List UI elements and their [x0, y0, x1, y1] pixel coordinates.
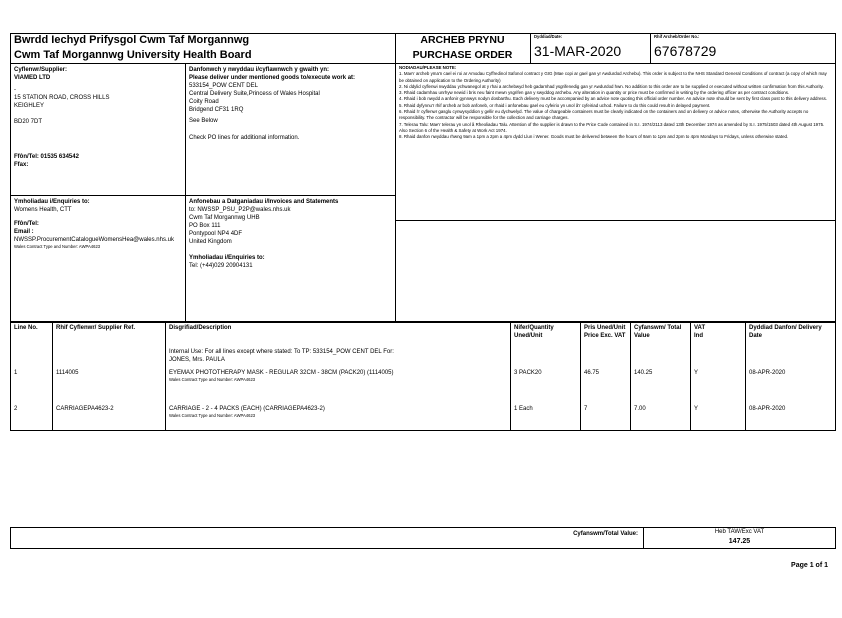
enquiries-tel: Ffôn/Tel:	[14, 221, 39, 227]
invoices-email[interactable]: to: NWSSP_PSU_P2P@wales.nhs.uk	[189, 207, 291, 213]
invoices-line1: Cwm Taf Morgannwg UHB	[189, 215, 260, 221]
col-header-qty: Nifer/Quantity Uned/Unit	[514, 325, 554, 339]
row-line-no: 2	[14, 406, 18, 412]
enquiries-email[interactable]: NWSSP.ProcurementCatalogueWomensHea@wales.nhs.uk	[14, 237, 174, 243]
enquiries-contract: Wales Contract Type and Number: AWPA4623	[14, 244, 101, 249]
delivery-line2: Coity Road	[189, 99, 219, 105]
row-total: 7.00	[634, 406, 646, 412]
enquiries-email-label: Email :	[14, 229, 34, 235]
col-header-vat: VAT Ind	[694, 325, 706, 339]
order-no-label: Rhif Archeb/Order No.:	[654, 34, 700, 39]
note-item: 7. Telerau Talu: Mae'r telerau yn unol â Rheoliadau Talu. Attention of the supplier is drawn to the Price Code contained in S.I. 1974/2113 dated 13th December 1974 as amended by S.I. 1975/1503 dated 4th August 1975. Also Section 6 of the Health & Safety at Work Act 1974.	[399, 121, 825, 133]
invoices-line2: PO Box 111	[189, 223, 221, 229]
delivery-instruction: Please deliver under mentioned goods to/execute work at:	[189, 75, 356, 81]
col-header-desc: Disgrifiad/Description	[169, 325, 232, 331]
supplier-fax: Ffax:	[14, 162, 29, 168]
row-delivery-date: 08-APR-2020	[749, 370, 786, 376]
invoices-line3: Pontypool NP4 4DF	[189, 231, 243, 237]
internal-use-note: Internal Use: For all lines except where stated: To TP: 533154_POW CENT DEL For: JONES, Mrs. PAULA	[169, 349, 394, 363]
row-unit-price: 46.75	[584, 370, 600, 376]
note-item: 5. Rhaid dyfynnu'r rhif archeb ar bob anfoneb, or rhaid i anfonebau gael eu cyfeirio yn unol â'r cyfeiriad uchod. Failure to do this could result in delayed payment.	[399, 102, 711, 108]
supplier-name: VIAMED LTD	[14, 75, 51, 81]
row-description: EYEMAX PHOTOTHERAPY MASK - REGULAR 32CM - 38CM (PACK20) (1114005)	[169, 370, 394, 376]
org-name-welsh: Bwrdd Iechyd Prifysgol Cwm Taf Morgannwg	[14, 34, 250, 46]
note-item: 1. Mae'r archeb yma'n cael ei roi ar Amodau Cyffredinol Safonol contract y GIG (Mae copi ar gael gan yr Awdurdod Archebu). This order is subject to the NHS Standard General Conditions of contract (a copy of which may be obtained on application to the Ordering Authority)	[399, 71, 827, 83]
col-header-ref: Rhif Cyflenwr/ Supplier Ref.	[56, 325, 136, 331]
row-delivery-date: 08-APR-2020	[749, 406, 786, 412]
supplier-line2: -	[14, 87, 16, 93]
date-label: Dyddiad/Date:	[534, 34, 563, 39]
invoices-line4: United Kingdom	[189, 239, 232, 245]
col-header-price: Pris Uned/Unit Price Exc. VAT	[584, 325, 626, 339]
doc-title-welsh: ARCHEB PRYNU	[420, 34, 505, 46]
delivery-block	[186, 64, 395, 144]
row-supplier-ref: CARRIAGEPA4623-2	[56, 406, 114, 412]
supplier-address: 15 STATION ROAD, CROSS HILLS	[14, 95, 110, 101]
delivery-label: Danfonwch y nwyddau i/cyflawnwch y gwaith yn:	[189, 67, 330, 73]
supplier-town: KEIGHLEY	[14, 103, 45, 109]
note-item: 2. Ni ddylid cyflenwi nwyddau ychwanegol at y rhai a archebwyd heb gadarnhad ysgrifenedig gan yr Awdurdod hwn. No addition to this order are to be supplied or executed without written confirmation from this Authority.	[399, 83, 824, 89]
row-quantity: 3 PACK20	[514, 370, 542, 376]
delivery-site: 533154_POW CENT DEL	[189, 83, 258, 89]
notes-block	[396, 63, 834, 143]
note-item: 4. Rhaid i bob nwydd a anfonir gynnwys nodyn dosbarthu. Each delivery must be accompanied by an advice note quoting this official order number. An advice note should be sent by first class post to this delivery address.	[399, 96, 828, 102]
invoices-block	[186, 196, 395, 272]
supplier-block	[11, 64, 185, 171]
enquiries-block	[11, 196, 185, 252]
row-contract: Wales Contract Type and Number: AWPA4623	[169, 413, 256, 418]
enquiries-dept: Womens Health, CTT	[14, 207, 72, 213]
note-item: 3. Rhaid cadarnhau unrhyw newid i bris neu faint mewn ysgrifen gan y swyddog archebu. Any alteration in quantity or price must be confirmed in writing by the ordering officer as per contract conditions.	[399, 90, 790, 96]
delivery-line1: Central Delivery Suite,Princess of Wales Hospital	[189, 91, 320, 97]
supplier-tel: Ffôn/Tel: 01535 634542	[14, 154, 79, 160]
total-value: 147.25	[728, 538, 751, 545]
delivery-see-below: See Below	[189, 118, 218, 124]
order-number: 67678729	[654, 43, 717, 59]
row-quantity: 1 Each	[514, 406, 533, 412]
invoices-enquiries-label: Ymholiadau i/Enquiries to:	[189, 255, 265, 261]
total-value-label: Cyfanswm/Total Value:	[573, 531, 638, 537]
row-contract: Wales Contract Type and Number: AWPA4623	[169, 377, 256, 382]
col-header-date: Dyddiad Danfon/ Delivery Date	[749, 325, 822, 339]
doc-title-english: PURCHASE ORDER	[412, 49, 513, 61]
note-item: 6. Rhaid i'r cyflenwr gasglu cynwysyddion y gellir eu dychwelyd. The value of chargeable containers must be clearly indicated on the containers and on delivery or advice notes, otherwise the Authority accepts no responsibility. The contractor will be responsible for the collection and carriage charges.	[399, 109, 809, 121]
row-supplier-ref: 1114005	[56, 370, 79, 376]
delivery-line3: Bridgend CF31 1RQ	[189, 107, 244, 113]
col-header-line: Line No.	[14, 325, 38, 331]
row-total: 140.25	[634, 370, 653, 376]
page-number: Page 1 of 1	[791, 562, 828, 569]
col-header-total: Cyfanswm/ Total Value	[634, 325, 682, 339]
row-description: CARRIAGE - 2 - 4 PACKS (EACH) (CARRIAGEPA4623-2)	[169, 406, 325, 412]
order-date: 31-MAR-2020	[534, 43, 622, 59]
total-vat-label: Heb TAW/Exc VAT	[714, 529, 765, 535]
note-item: 8. Rhaid danfon nwyddau rhwng 9am a 1pm a 2pm a 4pm dydd Llun i Wener. Goods must be delivered between the hours of 9am to 1pm and 2pm to 4pm Mondays to Fridays, unless otherwise stated.	[399, 134, 789, 140]
supplier-postcode: BD20 7DT	[14, 119, 43, 125]
org-name-english: Cwm Taf Morgannwg University Health Board	[14, 49, 252, 61]
row-vat: Y	[694, 370, 699, 376]
invoices-label: Anfonebau a Datganiadau i/Invoices and Statements	[189, 199, 339, 205]
row-vat: Y	[694, 406, 699, 412]
notes-title: NODIADAU/PLEASE NOTE:	[399, 65, 457, 70]
supplier-label: Cyflenwr/Supplier:	[14, 67, 68, 73]
row-line-no: 1	[14, 370, 18, 376]
invoices-enquiries-tel: Tel: (+44)029 20904131	[189, 263, 253, 269]
row-unit-price: 7	[584, 406, 588, 412]
enquiries-label: Ymholiadau i/Enquiries to:	[14, 199, 90, 205]
delivery-check: Check PO lines for additional information.	[189, 135, 300, 141]
